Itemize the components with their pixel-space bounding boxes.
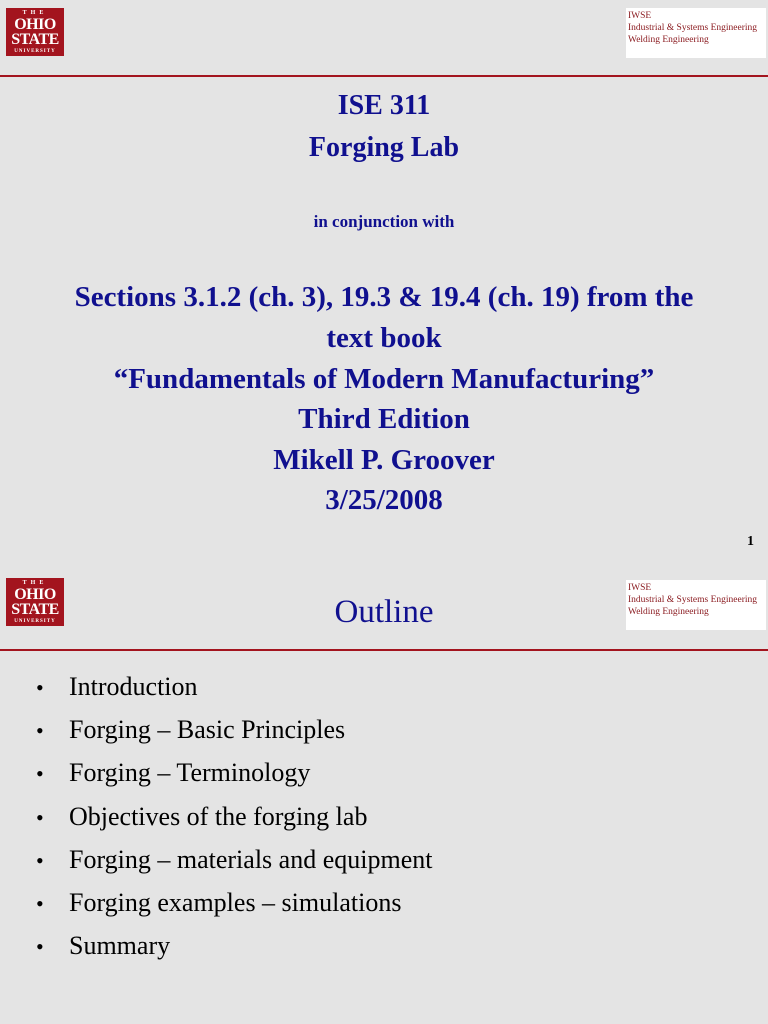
subtitle: in conjunction with xyxy=(313,212,455,231)
bullet-icon: • xyxy=(36,804,44,830)
list-item: • Forging – Basic Principles xyxy=(36,713,432,756)
ohio-state-logo: THE OHIO STATE UNIVERSITY xyxy=(6,578,64,626)
header-divider xyxy=(0,75,768,77)
book-title: “Fundamentals of Modern Manufacturing” xyxy=(113,363,655,395)
bullet-icon: • xyxy=(36,847,44,873)
outline-title: Outline xyxy=(334,594,434,630)
date: 3/25/2008 xyxy=(325,484,443,512)
page-number: 1 xyxy=(747,534,754,549)
list-item: • Objectives of the forging lab xyxy=(36,800,432,843)
iwse-logo: IWSE Industrial & Systems Engineering Welding Engineering xyxy=(626,8,766,58)
list-item: • Summary xyxy=(36,929,432,972)
outline-list xyxy=(36,670,432,972)
bullet-icon: • xyxy=(36,934,44,960)
bullet-icon: • xyxy=(36,890,44,916)
list-item: • Forging – materials and equipment xyxy=(36,843,432,886)
list-item: • Forging – Terminology xyxy=(36,756,432,799)
bullet-icon: • xyxy=(36,718,44,744)
reference-line-1: Sections 3.1.2 (ch. 3), 19.3 & 19.4 (ch. 19) from the xyxy=(74,281,694,313)
edition: Third Edition xyxy=(298,403,470,435)
ohio-state-logo: THE OHIO STATE UNIVERSITY xyxy=(6,8,64,56)
course-code: ISE 311 xyxy=(337,90,431,121)
iwse-logo: IWSE Industrial & Systems Engineering Welding Engineering xyxy=(626,580,766,630)
header-divider xyxy=(0,649,768,651)
slide-title: Forging Lab xyxy=(308,132,460,163)
bullet-icon: • xyxy=(36,675,44,700)
list-item: • Forging examples – simulations xyxy=(36,886,432,929)
author: Mikell P. Groover xyxy=(273,444,495,476)
bullet-icon: • xyxy=(36,761,44,787)
reference-line-2: text book xyxy=(326,322,442,354)
list-item: • Introduction xyxy=(36,670,432,713)
